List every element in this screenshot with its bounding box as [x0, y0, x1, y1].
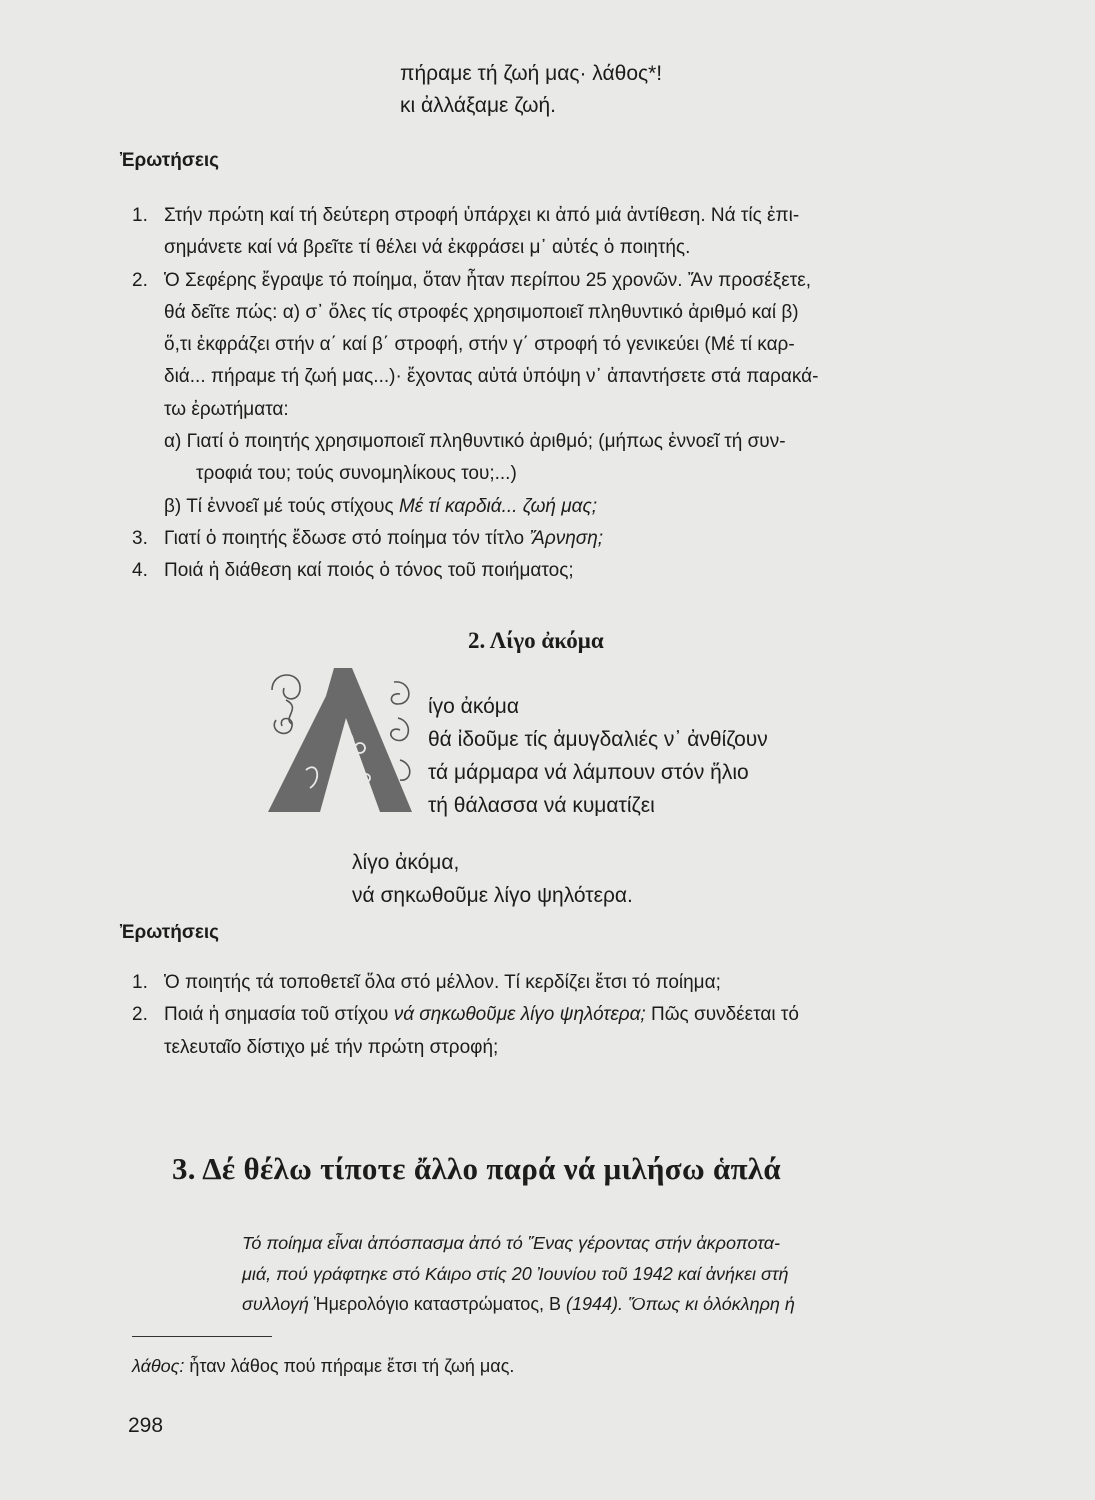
dropcap-letter-text: Λ [262, 660, 263, 661]
question-text: Στήν πρώτη καί τή δεύτερη στροφή ὑπάρχει κι ἀπό μιά ἀντίθεση. Νά τίς ἐπι- [164, 205, 800, 226]
question-text: Ὁ ποιητής τά τοποθετεῖ ὅλα στό μέλλον. Τί κερδίζει ἔτσι τό ποίημα; [164, 972, 721, 993]
section-title: 2. Λίγο ἀκόμα [468, 628, 604, 653]
questions-heading: Ἐρωτήσεις [120, 150, 220, 171]
intro-paragraph [242, 1228, 795, 1320]
sub-question: α) Γιατί ὁ ποιητής χρησιμοποιεῖ πληθυντικό ἀριθμό; (μήπως ἐννοεῖ τή συν- [164, 431, 786, 453]
question-number: 3. [132, 527, 148, 549]
question-text: Ποιά ἡ διάθεση καί ποιός ὁ τόνος τοῦ ποιήματος; [164, 560, 574, 582]
poem-line: τά μάρμαρα νά λάμπουν στόν ἥλιο [428, 761, 749, 784]
question-text: διά... πήραμε τή ζωή μας...)· ἔχοντας αὐτά ὑπόψη ν᾽ ἀπαντήσετε στά παρακά- [164, 366, 819, 388]
question-text: Ποιά ἡ σημασία τοῦ στίχου νά σηκωθοῦμε λίγο ψηλότερα; Πῶς συνδέεται τό [164, 1004, 799, 1026]
list-item [132, 265, 818, 297]
poem-line: τή θάλασσα νά κυματίζει [428, 794, 655, 817]
dropcap-letter [268, 668, 412, 812]
question-text: Ὁ Σεφέρης ἔγραψε τό ποίημα, ὅταν ἦταν περίπου 25 χρονῶν. Ἄν προσέξετε, [164, 269, 812, 291]
poem-line: θά ἰδοῦμε τίς ἀμυγδαλιές ν᾽ ἀνθίζουν [428, 728, 768, 751]
poem-line: νά σηκωθοῦμε λίγο ψηλότερα. [352, 884, 633, 907]
list-item [132, 200, 818, 232]
poem-line: κι ἀλλάξαμε ζωή. [400, 94, 557, 117]
question-text: Γιατί ὁ ποιητής ἔδωσε στό ποίημα τόν τίτλο Ἄρνηση; [164, 527, 604, 549]
question-text: τελευταῖο δίστιχο μέ τήν πρώτη στροφή; [164, 1036, 499, 1058]
flourish-right-top [391, 682, 408, 704]
question-number: 4. [132, 560, 148, 582]
flourish-right-mid [391, 718, 409, 740]
title-quote: Ἄρνηση; [529, 527, 604, 549]
flourish-right-low [400, 760, 410, 780]
verse-quote: νά σηκωθοῦμε λίγο ψηλότερα; [393, 1004, 646, 1026]
footnote-term: λάθος: [132, 1356, 185, 1376]
page-number: 298 [128, 1414, 164, 1437]
poem-stanza [352, 846, 633, 912]
questions-heading: Ἐρωτήσεις [120, 922, 220, 943]
poem-line: λίγο ἀκόμα, [352, 851, 460, 874]
poem-top [400, 58, 662, 122]
question-text: σημάνετε καί νά βρεῖτε τί θέλει νά ἐκφράσει μ᾽ αὐτές ὁ ποιητής. [164, 237, 691, 259]
question-number: 2. [132, 269, 148, 291]
question-list [132, 967, 799, 1064]
intro-line: μιά, πού γράφτηκε στό Κάιρο στίς 20 Ἰουνίου τοῦ 1942 καί ἀνήκει στή [242, 1263, 789, 1284]
poem-line: ίγο ἀκόμα [428, 695, 519, 718]
list-item [132, 999, 799, 1031]
question-number: 1. [132, 205, 148, 226]
dropcap-lambda-ornament [262, 660, 422, 820]
sub-question: τροφιά του; τούς συνομηλίκους του;...) [196, 463, 517, 485]
footnote-text: ἦταν λάθος πού πήραμε ἔτσι τή ζωή μας. [184, 1356, 515, 1376]
question-text: τω ἐρωτήματα: [164, 398, 289, 420]
sub-question: β) Τί ἐννοεῖ μέ τούς στίχους Μέ τί καρδιά... ζωή μας; [164, 495, 597, 517]
flourish-left-top [272, 675, 300, 699]
list-item [132, 555, 818, 587]
collection-title: Ἡμερολόγιο καταστρώματος, Β [313, 1294, 562, 1314]
question-number: 1. [132, 972, 148, 993]
question-number: 2. [132, 1004, 148, 1026]
poem-stanza [428, 690, 768, 822]
intro-line: Τό ποίημα εἶναι ἀπόσπασμα ἀπό τό Ἕνας γέροντας στήν ἀκροποτα- [242, 1233, 781, 1253]
intro-line: συλλογή Ἡμερολόγιο καταστρώματος, Β (1944). Ὅπως κι ὁλόκληρη ἡ [242, 1294, 795, 1314]
section-title: 3. Δέ θέλω τίποτε ἄλλο παρά νά μιλήσω ἁπλά [172, 1151, 781, 1186]
list-item [132, 967, 799, 999]
footnote [132, 1356, 514, 1377]
question-list [132, 200, 818, 588]
footnote-divider [132, 1336, 272, 1337]
poem-line: πήραμε τή ζωή μας· λάθος*! [400, 62, 663, 85]
list-item [132, 523, 818, 555]
question-text: θά δεῖτε πώς: α) σ᾽ ὅλες τίς στροφές χρησιμοποιεῖ πληθυντικό ἀριθμό καί β) [164, 301, 799, 323]
question-text: ὅ,τι ἐκφράζει στήν α΄ καί β΄ στροφή, στήν γ΄ στροφή τό γενικεύει (Μέ τί καρ- [164, 334, 795, 356]
verse-quote: Μέ τί καρδιά... ζωή μας; [398, 495, 597, 517]
